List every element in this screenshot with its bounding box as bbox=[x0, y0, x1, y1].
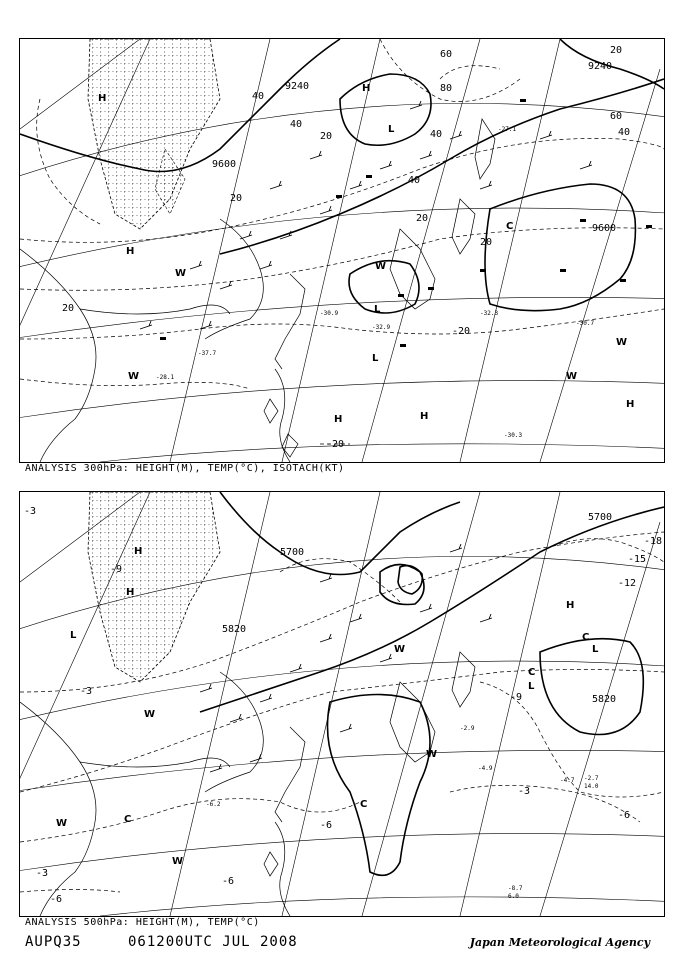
svg-text:H: H bbox=[626, 399, 635, 410]
svg-text:9240: 9240 bbox=[285, 81, 310, 92]
svg-text:C: C bbox=[124, 814, 132, 825]
svg-text:-30.7: -30.7 bbox=[576, 320, 595, 327]
svg-text:-3: -3 bbox=[24, 506, 37, 517]
svg-text:-9: -9 bbox=[510, 692, 523, 703]
svg-text:H: H bbox=[126, 587, 135, 598]
svg-text:C: C bbox=[360, 799, 368, 810]
svg-text:20: 20 bbox=[230, 193, 243, 204]
svg-text:-8.7: -8.7 bbox=[508, 885, 523, 892]
hatched-region bbox=[88, 492, 220, 682]
svg-text:-37.7: -37.7 bbox=[198, 350, 217, 357]
svg-text:-3: -3 bbox=[80, 686, 93, 697]
svg-text:-32.3: -32.3 bbox=[480, 310, 499, 317]
svg-text:20: 20 bbox=[62, 303, 75, 314]
svg-text:L: L bbox=[528, 681, 535, 692]
svg-text:-4.7: -4.7 bbox=[560, 777, 575, 784]
svg-text:-2.9: -2.9 bbox=[460, 725, 475, 732]
svg-text:L: L bbox=[592, 644, 599, 655]
svg-text:W: W bbox=[375, 261, 387, 272]
svg-text:40: 40 bbox=[408, 175, 421, 186]
svg-text:-4.9: -4.9 bbox=[478, 765, 493, 772]
svg-text:-6.2: -6.2 bbox=[206, 801, 221, 808]
svg-text:-28.1: -28.1 bbox=[156, 374, 175, 381]
svg-text:5700: 5700 bbox=[588, 512, 613, 523]
isotherm-labels bbox=[326, 326, 470, 450]
height-labels bbox=[222, 512, 616, 705]
svg-text:H: H bbox=[362, 83, 371, 94]
svg-text:W: W bbox=[144, 709, 156, 720]
station-observations bbox=[206, 725, 599, 900]
map-300hpa-graphic bbox=[20, 39, 664, 462]
caption-300hpa: ANALYSIS 300hPa: HEIGHT(M), TEMP(°C), ISOTACH(KT) bbox=[25, 463, 345, 474]
svg-text:5820: 5820 bbox=[592, 694, 617, 705]
svg-text:6.0: 6.0 bbox=[508, 893, 519, 900]
svg-text:W: W bbox=[426, 749, 438, 760]
svg-text:14.0: 14.0 bbox=[584, 783, 599, 790]
svg-text:9600: 9600 bbox=[592, 223, 617, 234]
svg-text:-6: -6 bbox=[50, 894, 63, 905]
svg-text:40: 40 bbox=[290, 119, 303, 130]
svg-text:L: L bbox=[388, 124, 395, 135]
svg-text:-18: -18 bbox=[644, 536, 663, 547]
svg-text:C: C bbox=[506, 221, 514, 232]
hatched-region bbox=[88, 39, 220, 229]
svg-text:80: 80 bbox=[440, 83, 453, 94]
svg-text:60: 60 bbox=[610, 111, 623, 122]
svg-text:W: W bbox=[175, 268, 187, 279]
svg-text:W: W bbox=[128, 371, 140, 382]
svg-text:-2.7: -2.7 bbox=[584, 775, 599, 782]
map-500hpa-graphic bbox=[20, 492, 664, 916]
svg-text:H: H bbox=[334, 414, 343, 425]
svg-text:-15: -15 bbox=[628, 554, 647, 565]
svg-text:H: H bbox=[420, 411, 429, 422]
wind-barbs bbox=[140, 101, 595, 329]
svg-text:H: H bbox=[134, 546, 143, 557]
svg-text:C: C bbox=[582, 632, 590, 643]
svg-text:-20: -20 bbox=[326, 439, 345, 450]
svg-text:20: 20 bbox=[320, 131, 333, 142]
wind-barbs bbox=[200, 544, 492, 772]
analysis-500hpa-map bbox=[19, 491, 665, 917]
agency-name: Japan Meteorological Agency bbox=[469, 936, 650, 949]
svg-text:H: H bbox=[566, 600, 575, 611]
svg-text:W: W bbox=[616, 337, 628, 348]
caption-500hpa: ANALYSIS 500hPa: HEIGHT(M), TEMP(°C) bbox=[25, 917, 260, 928]
svg-text:W: W bbox=[172, 856, 184, 867]
svg-text:-32.9: -32.9 bbox=[372, 324, 391, 331]
svg-text:20: 20 bbox=[480, 237, 493, 248]
svg-text:9240: 9240 bbox=[588, 61, 613, 72]
svg-text:40: 40 bbox=[618, 127, 631, 138]
svg-text:H: H bbox=[126, 246, 135, 257]
svg-text:5700: 5700 bbox=[280, 547, 305, 558]
svg-text:40: 40 bbox=[430, 129, 443, 140]
svg-text:W: W bbox=[394, 644, 406, 655]
svg-text:20: 20 bbox=[416, 213, 429, 224]
svg-text:W: W bbox=[56, 818, 68, 829]
chart-id: AUPQ35 bbox=[25, 934, 82, 950]
svg-text:C: C bbox=[528, 667, 536, 678]
station-observations bbox=[156, 126, 594, 439]
svg-text:L: L bbox=[374, 304, 381, 315]
svg-text:5820: 5820 bbox=[222, 624, 247, 635]
svg-text:9600: 9600 bbox=[212, 159, 237, 170]
svg-text:-6: -6 bbox=[222, 876, 235, 887]
height-labels bbox=[212, 61, 616, 234]
svg-text:-6: -6 bbox=[618, 810, 631, 821]
svg-text:-6: -6 bbox=[320, 820, 333, 831]
svg-text:20: 20 bbox=[610, 45, 623, 56]
svg-text:-3: -3 bbox=[518, 786, 531, 797]
svg-text:-27.1: -27.1 bbox=[498, 126, 517, 133]
svg-text:-20: -20 bbox=[452, 326, 471, 337]
svg-text:-30.9: -30.9 bbox=[320, 310, 339, 317]
svg-text:-12: -12 bbox=[618, 578, 637, 589]
svg-text:-3: -3 bbox=[36, 868, 49, 879]
svg-text:L: L bbox=[70, 630, 77, 641]
analysis-300hpa-map bbox=[19, 38, 665, 463]
height-contours bbox=[200, 492, 664, 875]
svg-text:H: H bbox=[98, 93, 107, 104]
svg-text:-9: -9 bbox=[110, 564, 123, 575]
svg-text:40: 40 bbox=[252, 91, 265, 102]
isotherm-labels bbox=[24, 506, 662, 905]
svg-text:L: L bbox=[372, 353, 379, 364]
svg-text:W: W bbox=[566, 371, 578, 382]
svg-text:60: 60 bbox=[440, 49, 453, 60]
svg-text:-30.3: -30.3 bbox=[504, 432, 523, 439]
valid-time: 061200UTC JUL 2008 bbox=[128, 934, 298, 950]
